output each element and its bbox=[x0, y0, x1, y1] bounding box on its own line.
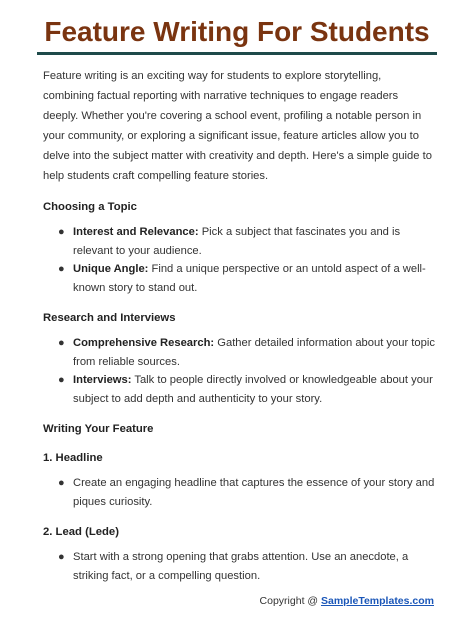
section-heading-writing-feature: Writing Your Feature bbox=[43, 423, 154, 435]
list-item-text: Find a unique perspective or an untold aspect of a well-known story to stand out. bbox=[73, 263, 426, 294]
page-title: Feature Writing For Students bbox=[44, 16, 430, 47]
list-item-label: Unique Angle: bbox=[73, 263, 149, 275]
bullet-icon: ● bbox=[58, 226, 65, 238]
section-heading-headline: 1. Headline bbox=[43, 452, 103, 464]
sampletemplates-link[interactable]: SampleTemplates.com bbox=[320, 595, 434, 607]
section-heading-research: Research and Interviews bbox=[43, 312, 176, 324]
list-item-label: Interviews: bbox=[73, 374, 132, 386]
list-item bbox=[58, 223, 435, 260]
section-heading-lead: 2. Lead (Lede) bbox=[43, 526, 119, 538]
research-list bbox=[43, 334, 435, 408]
lead-list bbox=[43, 548, 435, 585]
article-body bbox=[43, 66, 435, 596]
list-item-text: Create an engaging headline that captures the essence of your story and piques curiosity. bbox=[73, 477, 435, 508]
list-item bbox=[58, 260, 435, 297]
list-item-text: Start with a strong opening that grabs attention. Use an anecdote, a striking fact, or a compelling question. bbox=[73, 551, 409, 582]
list-item-label: Comprehensive Research: bbox=[73, 337, 215, 349]
bullet-icon: ● bbox=[58, 337, 65, 349]
headline-list bbox=[43, 474, 435, 511]
list-item-label: Interest and Relevance: bbox=[73, 226, 199, 238]
intro-paragraph: Feature writing is an exciting way for students to explore storytelling, combining factual reporting with narrative techniques to engage readers deeply. Whether you're covering a school event, profiling a notable person in your community, or exploring a significant issue, feature articles allow you to delve into the subject matter with creativity and depth. Here's a simple guide to help students craft compelling feature stories. bbox=[43, 70, 432, 182]
list-item bbox=[58, 371, 435, 408]
section-heading-choosing-topic: Choosing a Topic bbox=[43, 201, 137, 213]
list-item bbox=[58, 334, 435, 371]
bullet-icon: ● bbox=[58, 477, 65, 489]
title-divider bbox=[37, 52, 437, 55]
list-item-text: Talk to people directly involved or knowledgeable about your subject to add depth and authenticity to your story. bbox=[73, 374, 433, 405]
list-item bbox=[58, 474, 435, 511]
copyright-footer bbox=[260, 595, 434, 607]
copyright-text: Copyright @ bbox=[259, 595, 321, 607]
bullet-icon: ● bbox=[58, 263, 65, 275]
bullet-icon: ● bbox=[58, 374, 65, 386]
choosing-topic-list bbox=[43, 223, 435, 297]
list-item-text: Pick a subject that fascinates you and is relevant to your audience. bbox=[73, 226, 401, 257]
list-item bbox=[58, 548, 435, 585]
bullet-icon: ● bbox=[58, 551, 65, 563]
list-item-text: Gather detailed information about your topic from reliable sources. bbox=[73, 337, 435, 368]
